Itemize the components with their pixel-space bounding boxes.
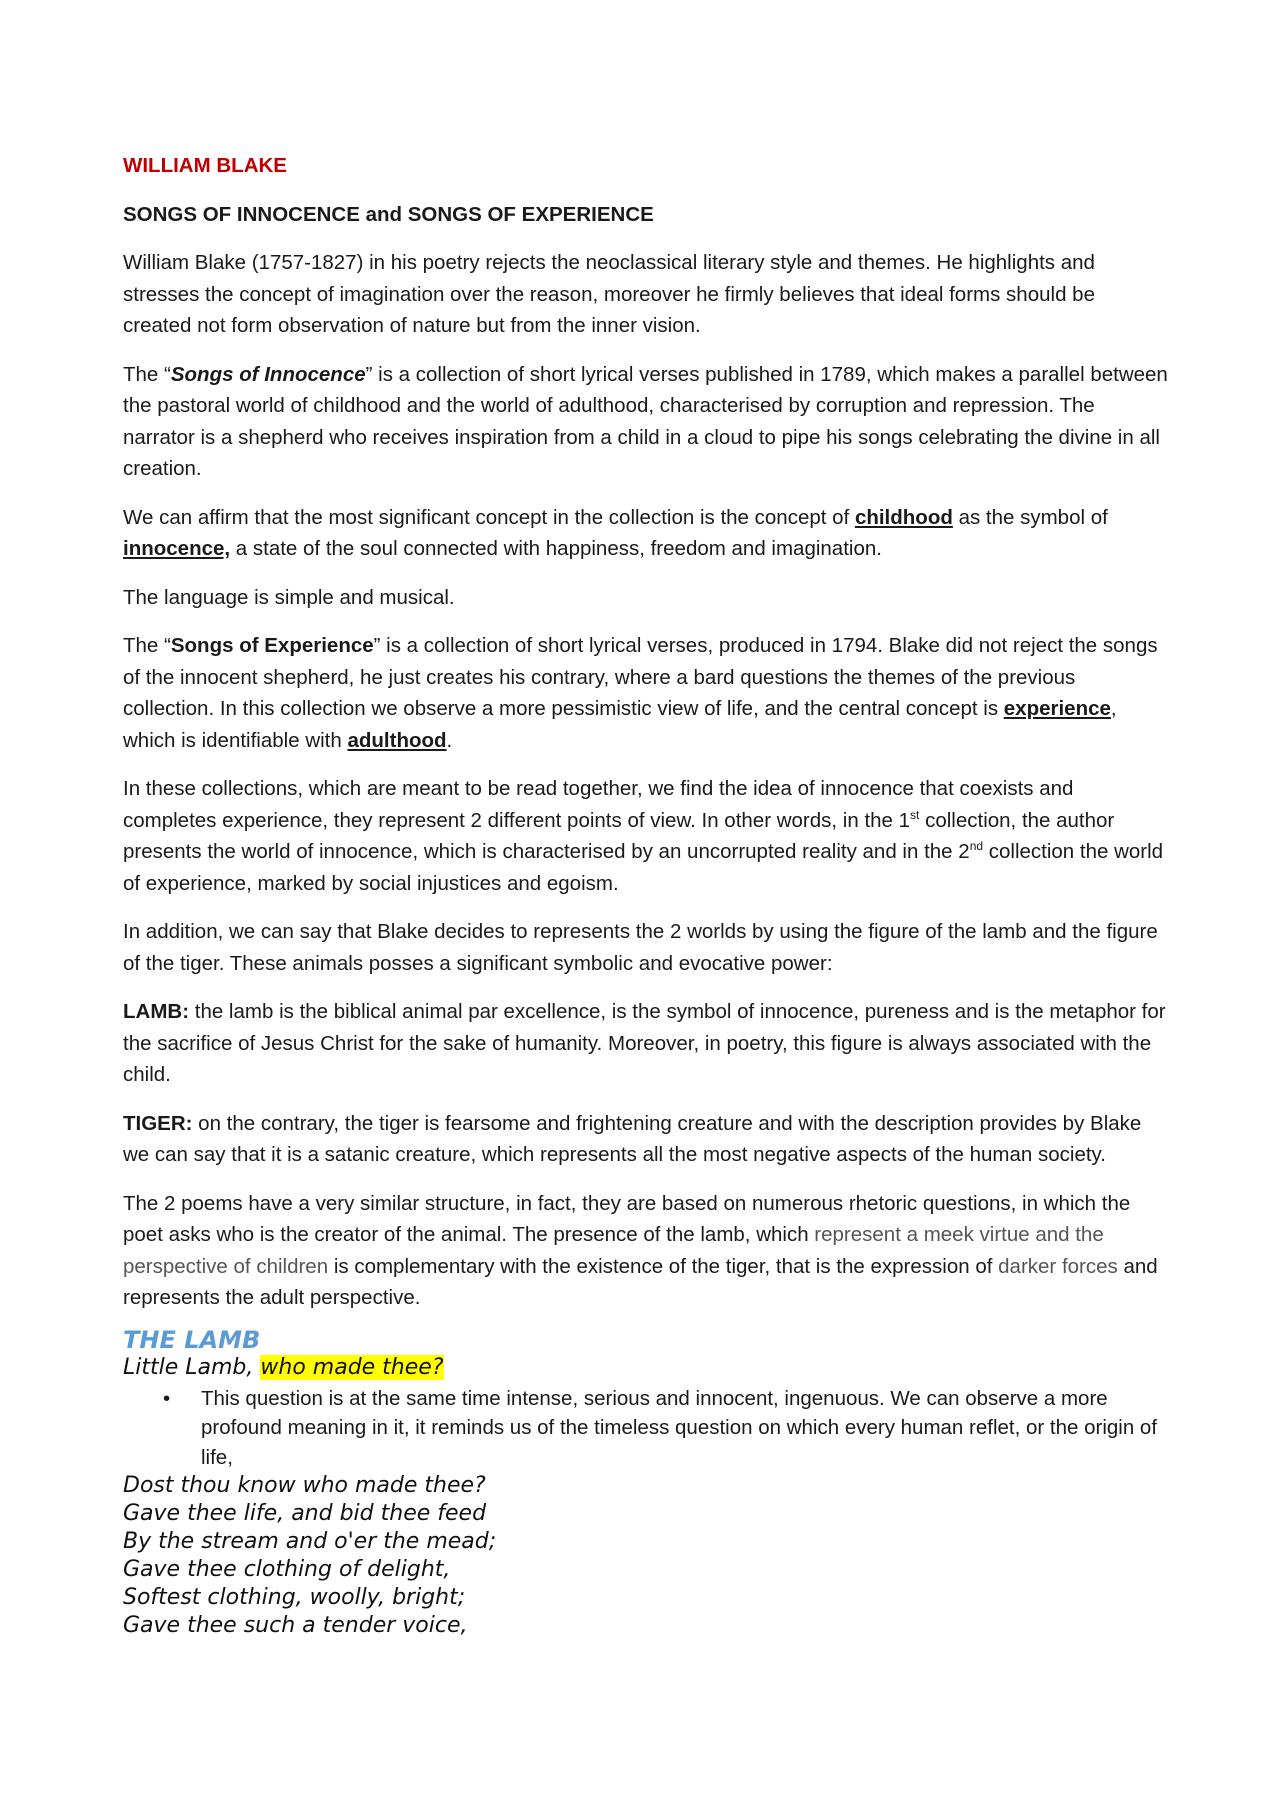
collections-paragraph <box>123 773 1168 899</box>
text-span: the lamb is the biblical animal par excellence, is the symbol of innocence, pureness and is the metaphor for the sacrifice of Jesus Christ for the sake of humanity. Moreover, in poetry, this figure is always associated with the child. <box>123 1000 1166 1086</box>
text-span: collection the world of experience, marked by social injustices and egoism. <box>123 840 1164 895</box>
keyword-adulthood: adulthood <box>347 728 447 752</box>
tiger-paragraph <box>123 1108 1168 1171</box>
poem-line: Softest clothing, woolly, bright; <box>123 1585 466 1610</box>
structure-paragraph <box>123 1188 1168 1314</box>
text-span: . <box>446 728 453 752</box>
text-span: and represents the adult perspective. <box>123 1254 1158 1309</box>
symbols-paragraph: In addition, we can say that Blake decides to represents the 2 worlds by using the figure of the lamb and the figure of the tiger. These animals posses a significant symbolic and evocative power: <box>123 920 1158 975</box>
bullet-icon: • <box>163 1386 171 1410</box>
experience-title: Songs of Experience <box>170 634 374 657</box>
text-span: , which is identifiable with <box>123 697 1117 752</box>
document-subheading: SONGS OF INNOCENCE and SONGS OF EXPERIENCE <box>123 202 654 226</box>
text-span: collection, the author presents the world of innocence, which is characterised by an uncorrupted reality and in the 2 <box>123 808 1115 863</box>
ordinal-suffix: nd <box>969 839 984 854</box>
tiger-label: TIGER: <box>123 1111 193 1135</box>
poem-line <box>123 1354 1168 1382</box>
poem-line: By the stream and o'er the mead; <box>123 1529 497 1554</box>
innocence-paragraph <box>123 359 1168 485</box>
text-span: We can affirm that the most significant concept in the collection is the concept of <box>123 505 855 529</box>
lamb-label: LAMB: <box>123 1000 190 1023</box>
text-span: on the contrary, the tiger is fearsome and frightening creature and with the description provides by Blake we can say that it is a satanic creature, which represents all the most negative aspects of the human society. <box>123 1111 1142 1166</box>
text-span: as the symbol of <box>952 505 1108 529</box>
keyword-childhood: childhood <box>854 505 953 529</box>
poem-title: THE LAMB <box>123 1325 261 1354</box>
document-heading: WILLIAM BLAKE <box>123 154 287 177</box>
childhood-paragraph <box>123 502 1168 565</box>
text-span: a state of the soul connected with happiness, freedom and imagination. <box>230 537 882 560</box>
text-span: Little Lamb, <box>123 1354 261 1380</box>
experience-paragraph <box>123 630 1168 756</box>
poem-line: Gave thee such a tender voice, <box>123 1613 468 1638</box>
text-span: The 2 poems have a very similar structure, in fact, they are based on numerous rhetoric questions, in which the poet asks who is the creator of the animal. The presence of the lamb, which <box>123 1191 1131 1246</box>
intro-paragraph: William Blake (1757-1827) in his poetry rejects the neoclassical literary style and themes. He highlights and stresses the concept of imagination over the reason, moreover he firmly believes that ideal forms should be created not form observation of nature but from the inner vision. <box>123 251 1095 337</box>
text-span: ” is a collection of short lyrical verses published in 1789, which makes a parallel between the pastoral world of childhood and the world of adulthood, characterised by corruption and repression. The narrator is a shepherd who receives inspiration from a child in a cloud to pipe his songs celebrating the divine in all creation. <box>123 362 1168 480</box>
document-body <box>123 150 1168 1640</box>
text-span: The “ <box>123 362 171 386</box>
muted-phrase: darker forces <box>998 1254 1118 1278</box>
poem-line: Gave thee life, and bid thee feed <box>123 1501 487 1526</box>
text-span: The “ <box>123 634 171 657</box>
ordinal-suffix: st <box>910 807 920 822</box>
highlighted-phrase: who made thee? <box>260 1354 444 1380</box>
keyword-innocence: innocence, <box>123 537 231 560</box>
lamb-paragraph <box>123 996 1168 1091</box>
text-span: is complementary with the existence of the tiger, that is the expression of <box>328 1254 999 1278</box>
keyword-experience: experience <box>1003 697 1111 720</box>
poem-line: Gave thee clothing of delight, <box>123 1557 451 1582</box>
commentary-text: This question is at the same time intense, serious and innocent, ingenuous. We can observe a more profound meaning in it, it reminds us of the timeless question on which every human reflet, or the origin of life, <box>201 1386 1158 1469</box>
muted-phrase: represent a meek virtue and the perspective of children <box>123 1223 1104 1278</box>
language-paragraph: The language is simple and musical. <box>123 585 455 609</box>
commentary-list <box>123 1384 1168 1473</box>
text-span: ” is a collection of short lyrical verses, produced in 1794. Blake did not reject the songs of the innocent shepherd, he just creates his contrary, where a bard questions the themes of the previous collection. In this collection we observe a more pessimistic view of life, and the central concept is <box>123 634 1158 720</box>
poem-line: Dost thou know who made thee? <box>123 1473 486 1498</box>
innocence-title: Songs of Innocence <box>170 362 366 386</box>
list-item <box>163 1384 1168 1473</box>
text-span: In these collections, which are meant to be read together, we find the idea of innocence that coexists and completes experience, they represent 2 different points of view. In other words, in the 1 <box>123 777 1074 832</box>
